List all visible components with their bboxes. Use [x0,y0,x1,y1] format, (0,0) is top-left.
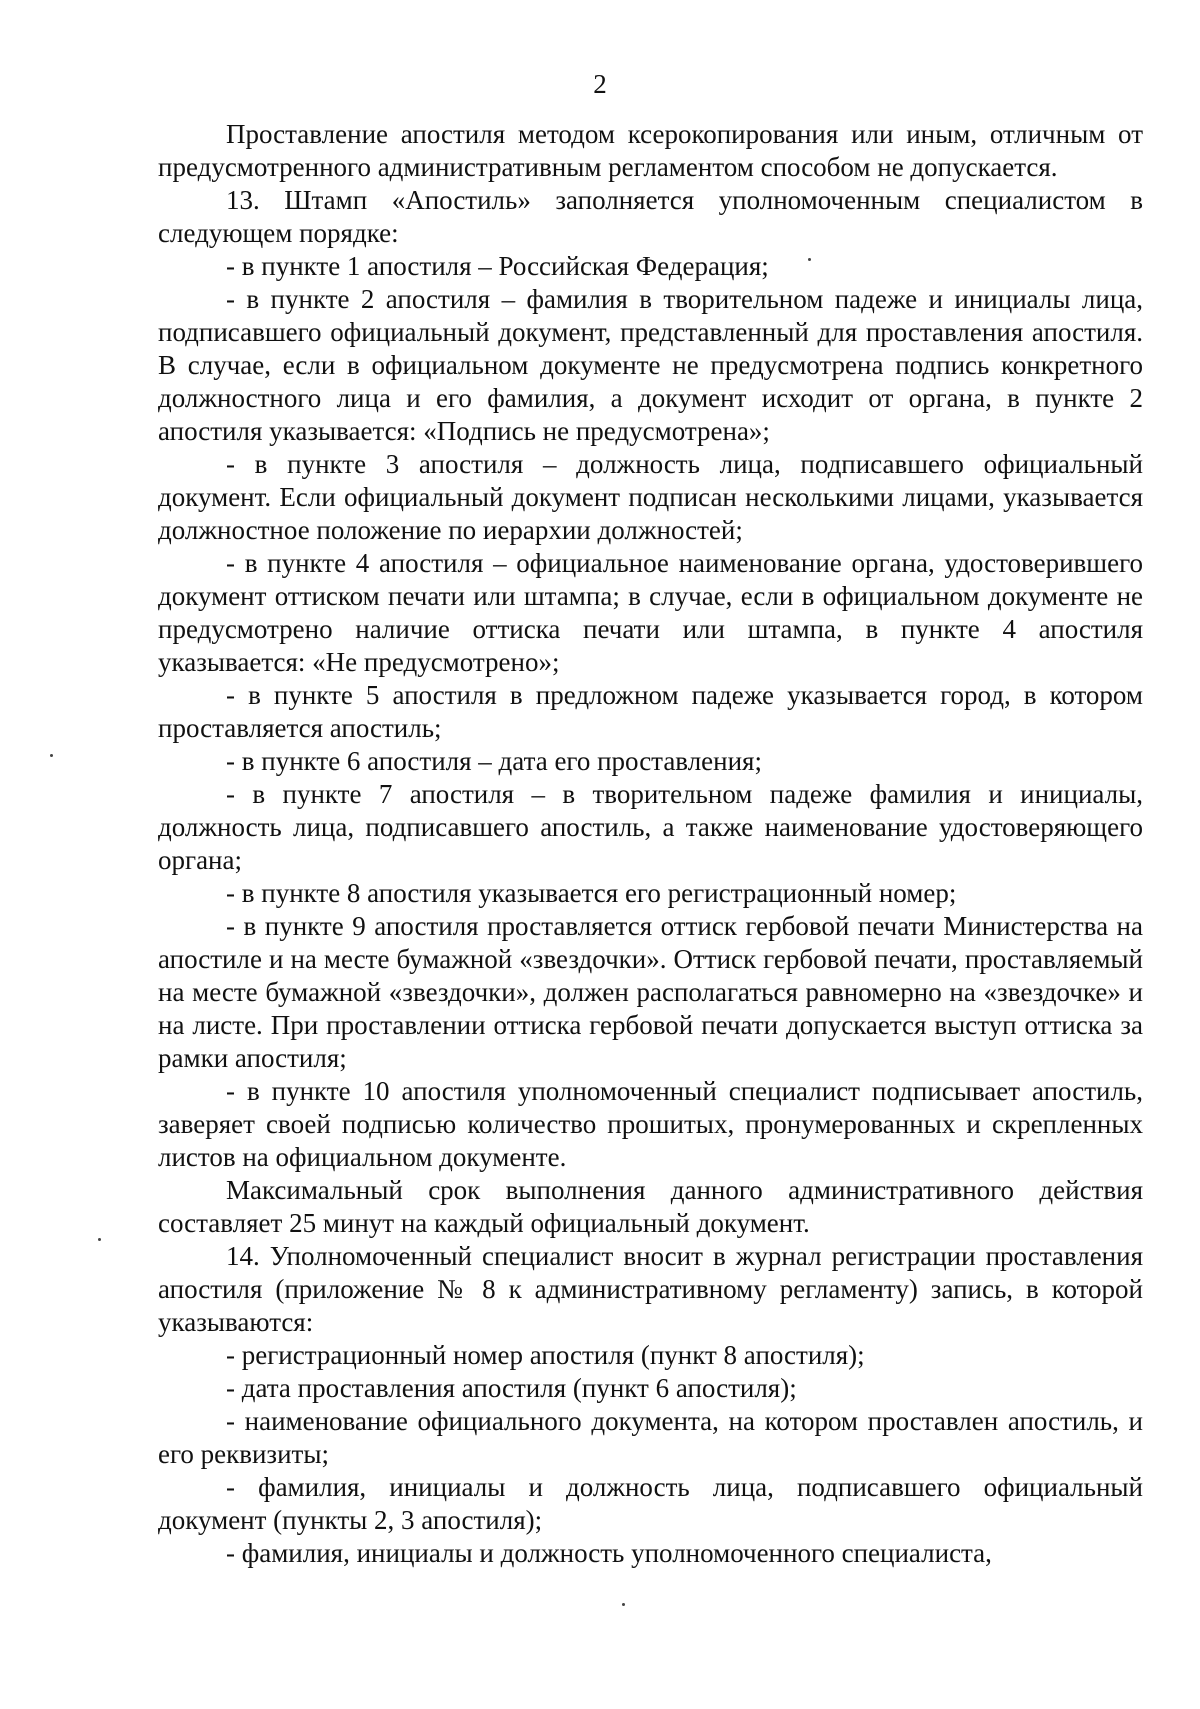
list-item-point-10: - в пункте 10 апостиля уполномоченный специалист подписывает апостиль, заверяет своей подписью количество прошитых, пронумерованных и скрепленных листов на официальном документе. [158,1076,1143,1172]
paragraph-max-duration: Максимальный срок выполнения данного административного действия составляет 25 минут на каждый официальный документ. [158,1175,1143,1238]
scan-speck [622,1603,625,1606]
scan-speck [808,258,811,261]
scan-speck [50,754,53,757]
paragraph-item-14: 14. Уполномоченный специалист вносит в журнал регистрации проставления апостиля (приложение № 8 к административному регламенту) запись, в которой указываются: [158,1241,1143,1337]
list-item-point-5: - в пункте 5 апостиля в предложном падеже указывается город, в котором проставляется апостиль; [158,680,1143,743]
page-number: 2 [593,69,607,99]
list-item-specialist: - фамилия, инициалы и должность уполномоченного специалиста, [226,1538,992,1568]
document-body [158,118,1143,1570]
scan-speck [98,1238,101,1241]
list-item-point-6: - в пункте 6 апостиля – дата его проставления; [226,746,762,776]
list-item-point-8: - в пункте 8 апостиля указывается его регистрационный номер; [226,878,957,908]
list-item-point-3: - в пункте 3 апостиля – должность лица, подписавшего официальный документ. Если официальный документ подписан несколькими лицами, указывается должностное положение по иерархии должностей; [158,449,1143,545]
list-item-point-9: - в пункте 9 апостиля проставляется оттиск гербовой печати Министерства на апостиле и на месте бумажной «звездочки». Оттиск гербовой печати, проставляемый на месте бумажной «звездочки», должен располагаться равномерно на «звездочке» и на листе. При проставлении оттиска гербовой печати допускается выступ оттиска за рамки апостиля; [158,911,1143,1073]
list-item-point-2: - в пункте 2 апостиля – фамилия в творительном падеже и инициалы лица, подписавшего официальный документ, представленный для проставления апостиля. В случае, если в официальном документе не предусмотрена подпись конкретного должностного лица и его фамилия, а документ исходит от органа, в пункте 2 апостиля указывается: «Подпись не предусмотрена»; [158,284,1143,446]
list-item-point-1: - в пункте 1 апостиля – Российская Федерация; [226,251,769,281]
list-item-point-4: - в пункте 4 апостиля – официальное наименование органа, удостоверившего документ оттиском печати или штампа; в случае, если в официальном документе не предусмотрено наличие оттиска печати или штампа, в пункте 4 апостиля указывается: «Не предусмотрено»; [158,548,1143,677]
list-item-point-7: - в пункте 7 апостиля – в творительном падеже фамилия и инициалы, должность лица, подписавшего апостиль, а также наименование удостоверяющего органа; [158,779,1143,875]
paragraph-item-13: 13. Штамп «Апостиль» заполняется уполномоченным специалистом в следующем порядке: [158,185,1143,248]
list-item-signer: - фамилия, инициалы и должность лица, подписавшего официальный документ (пункты 2, 3 апостиля); [158,1472,1143,1535]
list-item-document-name: - наименование официального документа, на котором проставлен апостиль, и его реквизиты; [158,1406,1143,1469]
paragraph-apostille-copy-prohibited: Проставление апостиля методом ксерокопирования или иным, отличным от предусмотренного административным регламентом способом не допускается. [158,119,1143,182]
list-item-date: - дата проставления апостиля (пункт 6 апостиля); [226,1373,797,1403]
list-item-registration-number: - регистрационный номер апостиля (пункт 8 апостиля); [226,1340,865,1370]
